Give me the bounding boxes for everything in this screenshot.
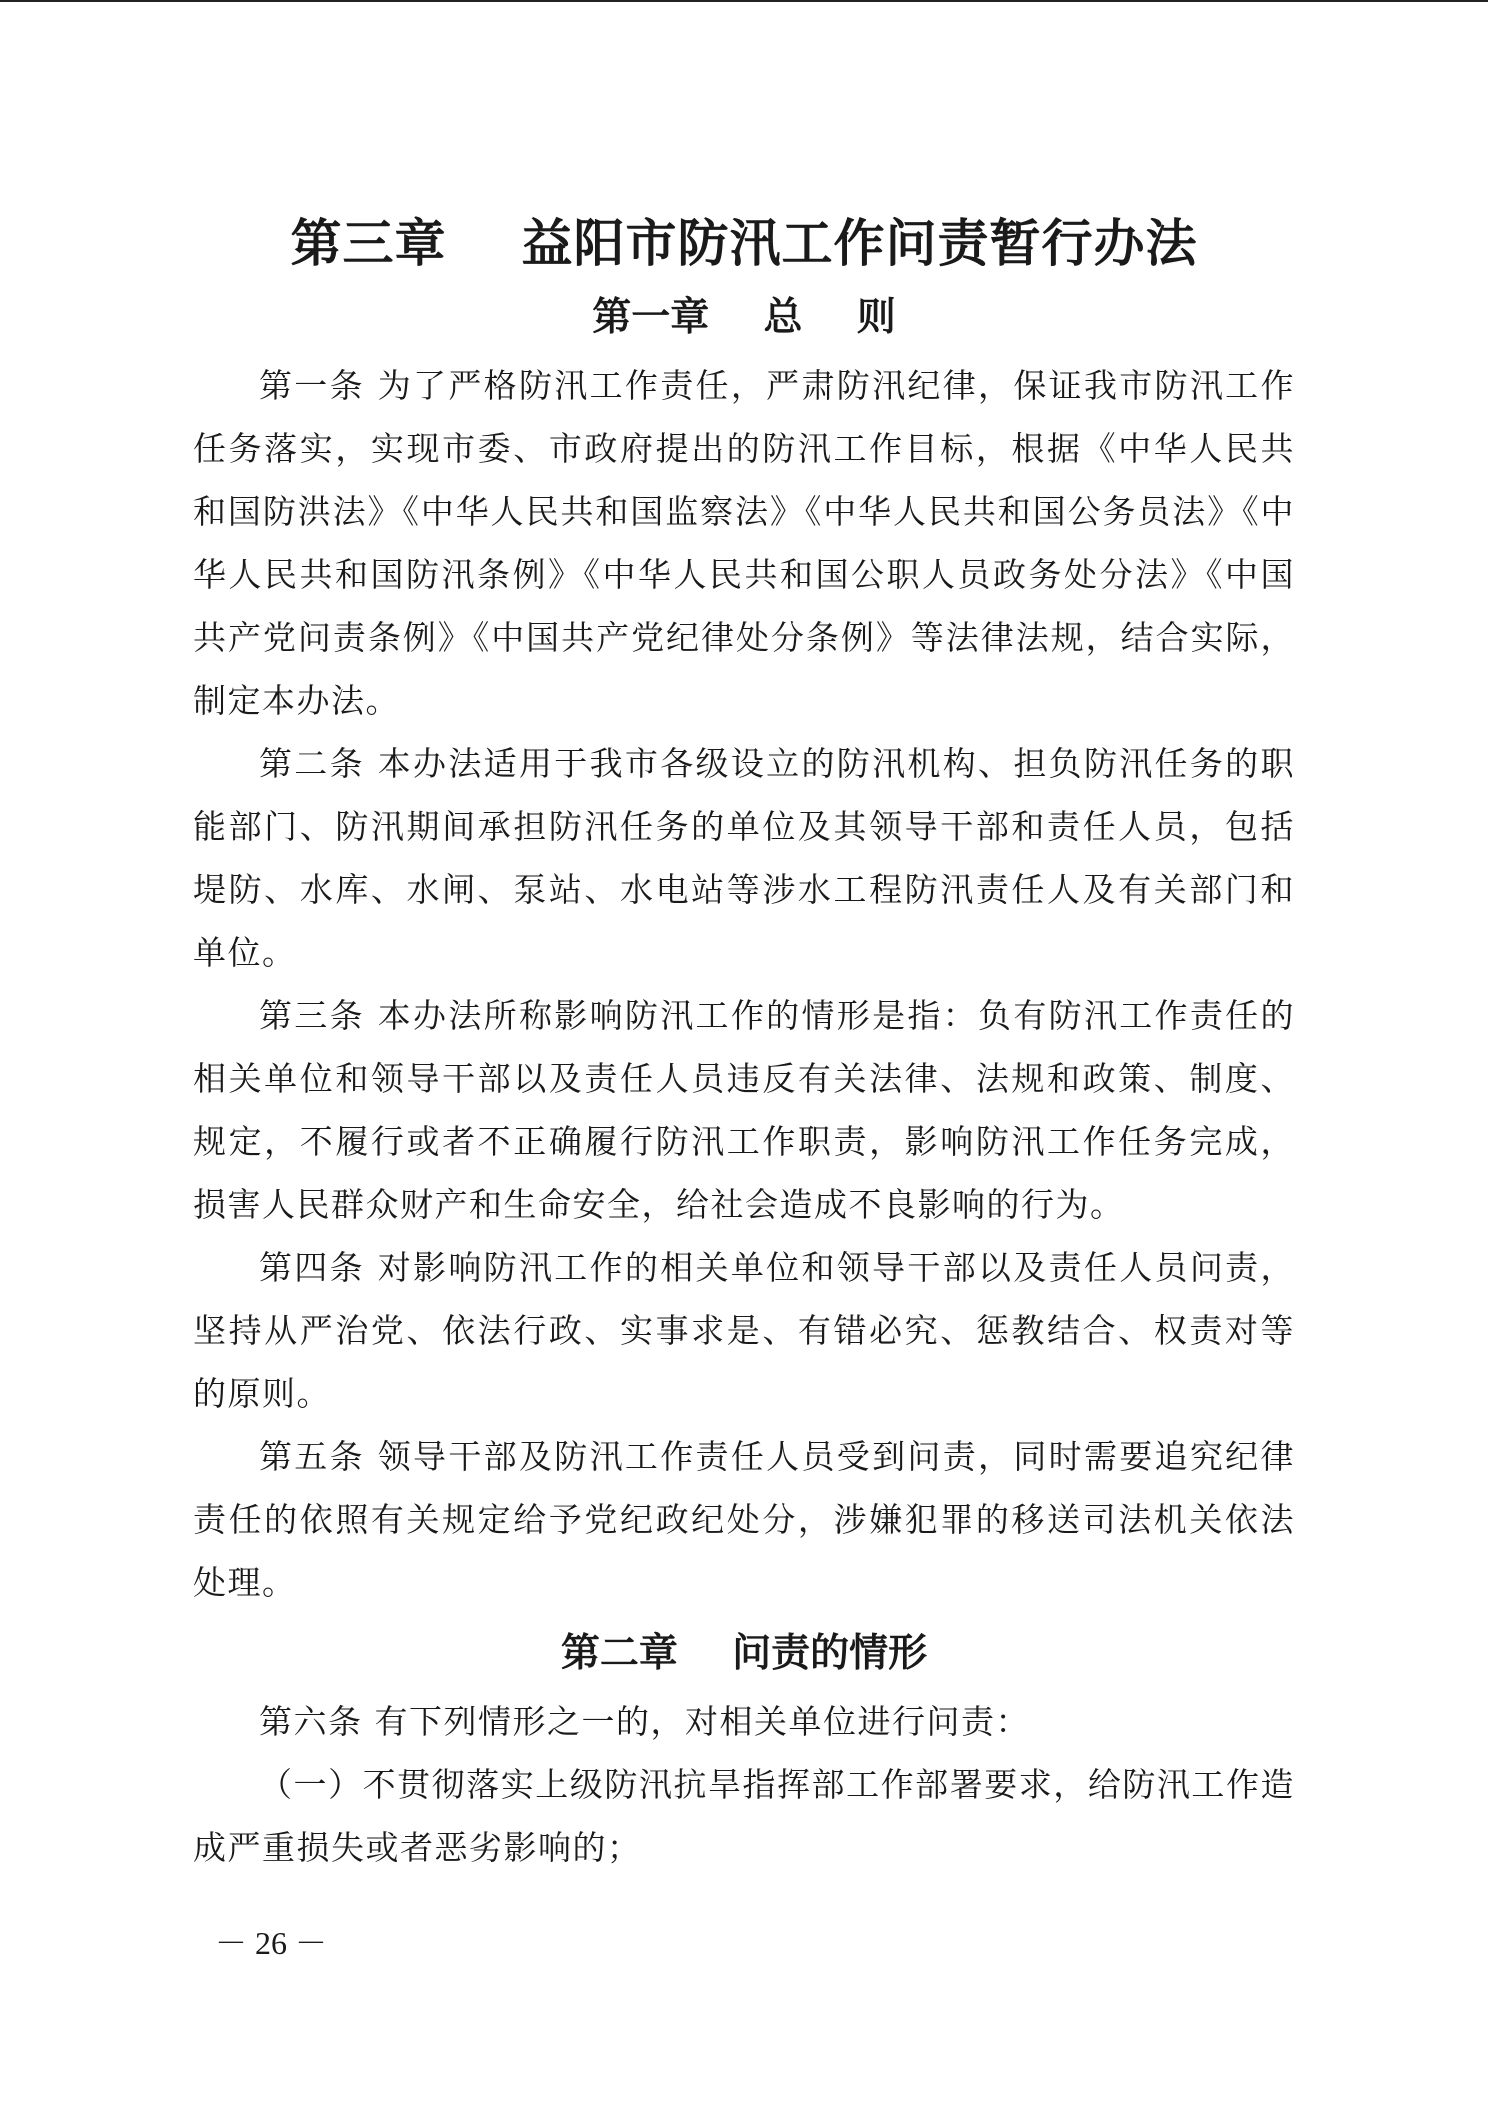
page-number: － 26 － (215, 1925, 328, 1961)
article-6: 第六条 有下列情形之一的，对相关单位进行问责： (259, 1702, 1030, 1741)
document-title: 第三章 益阳市防汛工作问责暂行办法 (290, 214, 1198, 274)
chapter-heading-2: 第二章 问责的情形 (560, 1631, 928, 1676)
article-1: 第一条 为了严格防汛工作责任，严肃防汛纪律，保证我市防汛工作任务落实，实现市委、市政府提出的防汛工作目标，根据《中华人民共和国防洪法》《中华人民共和国监察法》《中华人民共和国公务员法》《中华人民共和国防汛条例》《中华人民共和国公职人员政务处分法》《中国共产党问责条例》《中国共产党纪律处分条例》等法律法规，结合实际，制定本办法。 (193, 366, 1295, 720)
article-2: 第二条 本办法适用于我市各级设立的防汛机构、担负防汛任务的职能部门、防汛期间承担防汛任务的单位及其领导干部和责任人员，包括堤防、水库、水闸、泵站、水电站等涉水工程防汛责任人及有关部门和单位。 (193, 744, 1295, 972)
article-6-item-1: （一）不贯彻落实上级防汛抗旱指挥部工作部署要求，给防汛工作造成严重损失或者恶劣影响的； (193, 1765, 1295, 1867)
article-5: 第五条 领导干部及防汛工作责任人员受到问责，同时需要追究纪律责任的依照有关规定给予党纪政纪处分，涉嫌犯罪的移送司法机关依法处理。 (193, 1437, 1295, 1602)
article-3: 第三条 本办法所称影响防汛工作的情形是指：负有防汛工作责任的相关单位和领导干部以及责任人员违反有关法律、法规和政策、制度、规定，不履行或者不正确履行防汛工作职责，影响防汛工作任务完成，损害人民群众财产和生命安全，给社会造成不良影响的行为。 (193, 996, 1295, 1224)
chapter-heading-1: 第一章 总 则 (592, 295, 896, 340)
top-border-line (0, 0, 1488, 2)
document-body (193, 210, 1295, 1879)
article-4: 第四条 对影响防汛工作的相关单位和领导干部以及责任人员问责，坚持从严治党、依法行政、实事求是、有错必究、惩教结合、权责对等的原则。 (193, 1248, 1295, 1413)
